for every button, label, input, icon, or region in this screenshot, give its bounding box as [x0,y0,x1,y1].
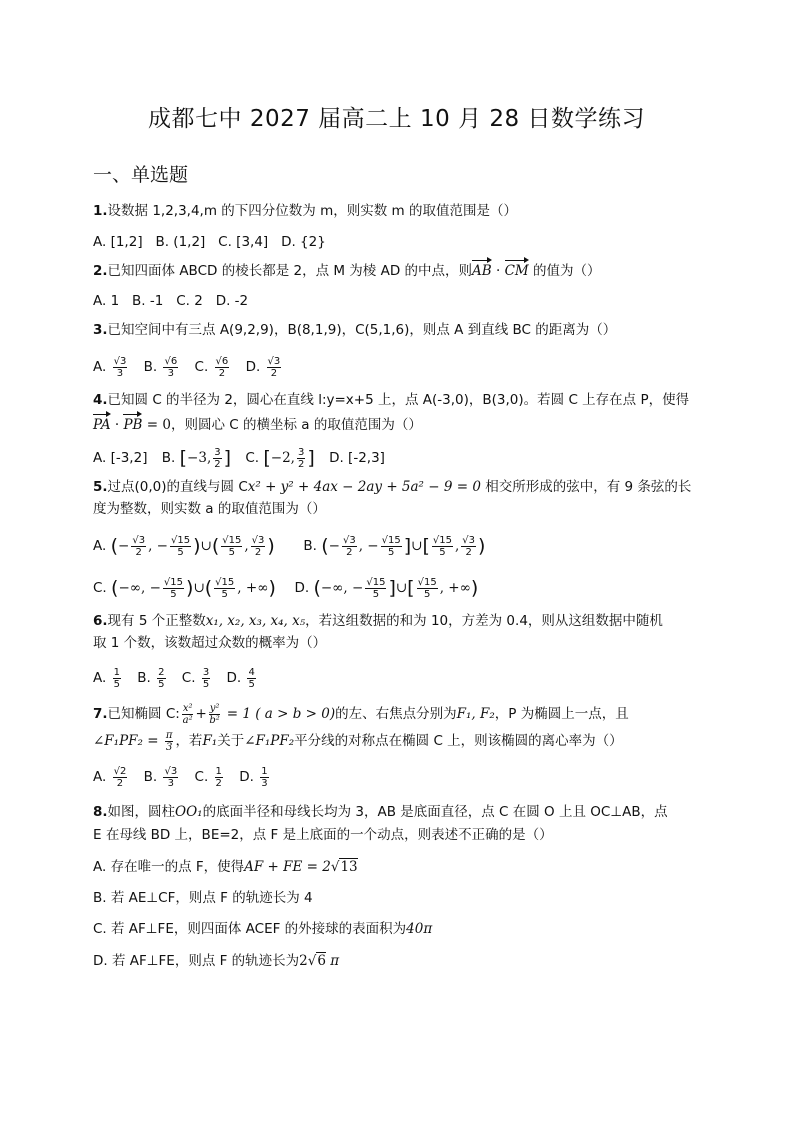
question-8-option-d: D. 若 AF⊥FE，则点 F 的轨迹长为2√6 π [93,953,340,969]
question-text: ，若这组数据的和为 10，方差为 0.4，则从这组数据中随机 [305,613,663,629]
option-label: D. [245,359,261,375]
option-a: A. [-3,2] [93,450,148,466]
question-4-options: A. [-3,2] B. [−3, $\frac{3}{2}$ ] C. [−2, $\frac{3}{2}$ ] D. [-2,3] [93,446,385,470]
question-text: 设数据 1,2,3,4,m 的下四分位数为 m，则实数 m 的取值范围是（） [107,203,517,219]
vector-ab: AB [472,263,492,279]
question-text: 现有 5 个正整数 [107,613,206,629]
fraction: $\frac{√6}{3}$ [164,355,178,379]
circle-equation: x² + y² + 4ax − 2ay + 5a² − 9 = 0 [247,479,481,495]
question-number: 3. [93,322,108,338]
page-title: 成都七中 2027 届高二上 10 月 28 日数学练习 [148,106,645,132]
question-number: 6. [93,613,108,629]
option-label: A. [93,359,107,375]
question-8-option-b: B. 若 AE⊥CF，则点 F 的轨迹长为 4 [93,890,313,906]
fraction: $\frac{3}{2}$ [214,446,221,470]
vector-pb: PB [123,417,143,433]
question-number: 2. [93,263,108,279]
question-text-end: 的值为（） [528,263,601,279]
dot-operator: · [491,263,505,279]
variables: x₁, x₂, x₃, x₄, x₅ [205,613,306,629]
question-5-options-ab: A. (− $\frac{√3}{2}$ , − $\frac{√15}{5}$ )∪( $\frac{√15}{5}$ , $\frac{√3}{2}$ ) B. (− $\frac{√3}{2}$ , − $\frac{√15}{5}$ ]∪[ $\frac{√15}{5}$ , $\frac{√3}{2}$ ) [93,534,486,558]
option-label: B. [143,359,158,375]
question-8-option-a: A. 存在唯一的点 F，使得AF + FE = 2√13 [93,859,358,875]
question-4-line-2: PA · PB = 0，则圆心 C 的横坐标 a 的取值范围为（） [93,417,422,433]
question-text: 已知圆 C 的半径为 2，圆心在直线 l:y=x+5 上，点 A(-3,0)，B(3,0)。若圆 C 上存在点 P，使得 [107,392,690,408]
question-8-option-c: C. 若 AF⊥FE，则四面体 ACEF 的外接球的表面积为40π [93,921,433,937]
question-8-line-2: E 在母线 BD 上，BE=2，点 F 是上底面的一个动点，则表述不正确的是（） [93,827,553,843]
question-6-line-2: 取 1 个数，该数超过众数的概率为（） [93,635,327,651]
ellipse-condition: = 1 ( a > b > 0) [222,706,336,722]
question-2 [93,262,601,280]
question-5-line-2: 度为整数，则实数 a 的取值范围为（） [93,501,326,517]
question-4 [93,391,689,409]
question-text: 过点(0,0)的直线与圆 C [107,479,248,495]
option-label: B. [161,450,176,466]
question-number: 5. [93,479,108,495]
question-7-line-2: ∠F₁PF₂ = $\frac{\pi}{3}$ ，若F₁关于∠F₁PF₂平分线的对称点在椭圆 C 上，则该椭圆的离心率为（） [93,729,623,753]
question-text: ，则圆心 C 的横坐标 a 的取值范围为（） [170,417,422,433]
fraction: $\frac{3}{2}$ [297,446,305,470]
vector-pa: PA [93,417,111,433]
question-3 [93,321,616,339]
question-3-options [93,354,283,380]
option-label: C. [245,450,260,466]
question-8: 8.如图，圆柱OO₁的底面半径和母线长均为 3，AB 是底面直径，点 C 在圆 O 上且 OC⊥AB，点 [93,804,668,820]
question-2-options: A. 1 B. -1 C. 2 D. -2 [93,293,249,309]
question-number: 1. [93,203,108,219]
option-label: C. [194,359,209,375]
section-heading: 一、单选题 [93,164,189,186]
question-7-options: A. $\frac{√2}{2}$ B. $\frac{√3}{3}$ C. $\frac{1}{2}$ D. $\frac{1}{3}$ [93,765,268,789]
question-number: 4. [93,392,108,408]
question-6-options: A. $\frac{1}{5}$ B. $\frac{2}{5}$ C. $\frac{3}{5}$ D. $\frac{4}{5}$ [93,666,255,690]
fraction: $\frac{√3}{2}$ [267,355,281,379]
question-text: 已知四面体 ABCD 的棱长都是 2，点 M 为棱 AD 的中点，则 [107,263,473,279]
equals-zero: = 0 [142,417,171,433]
option-d: D. [-2,3] [329,450,385,466]
question-1 [93,202,517,220]
question-text: 相交所形成的弦中，有 9 条弦的长 [480,479,692,495]
question-5-options-cd: C. (−∞, − $\frac{√15}{5}$ )∪( $\frac{√15}{5}$ , +∞) D. (−∞, − $\frac{√15}{5}$ ]∪[ $\frac{√15}{5}$ , +∞) [93,576,479,600]
question-number: 8. [93,804,108,820]
question-6 [93,612,663,630]
fraction: $\frac{√3}{3}$ [113,355,127,379]
question-text: 已知空间中有三点 A(9,2,9)，B(8,1,9)，C(5,1,6)，则点 A 到直线 BC 的距离为（） [107,322,617,338]
question-5 [93,478,691,496]
fraction: $\frac{√6}{2}$ [215,355,229,379]
question-7: 7.已知椭圆 C: $\frac{\text{x²}}{\text{a²}}$ + $\frac{\text{y²}}{\text{b²}}$ = 1 ( a > b > 0)的左、右焦点分别为F₁, F₂，P 为椭圆上一点，且 [93,702,629,726]
vector-cm: CM [504,263,529,279]
question-number: 7. [93,706,108,722]
question-1-options: A. [1,2] B. (1,2] C. [3,4] D. {2} [93,234,326,250]
